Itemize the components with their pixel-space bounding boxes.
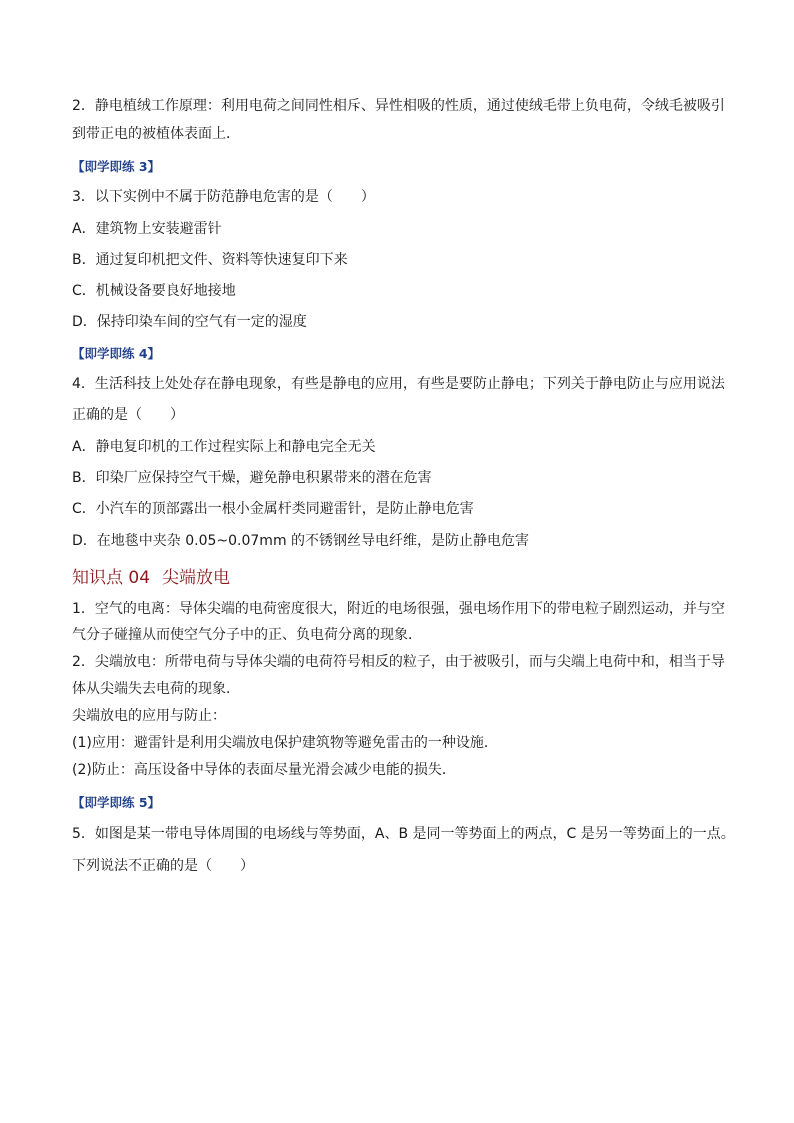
knowledge-app-2: (2)防止：高压设备中导体的表面尽量光滑会减少电能的损失． xyxy=(72,762,456,778)
exercise-3-option-b: B．通过复印机把文件、资料等快速复印下来 xyxy=(72,252,348,268)
knowledge-app-1: (1)应用：避雷针是利用尖端放电保护建筑物等避免雷击的一种设施． xyxy=(72,735,498,751)
knowledge-point-number: 知识点 04 xyxy=(72,568,151,588)
knowledge-p1-line-2: 气分子碰撞从而使空气分子中的正、负电荷分离的现象． xyxy=(72,627,422,643)
exercise-5-question-line-2: 下列说法不正确的是（ ） xyxy=(72,858,254,874)
intro-line-2: 到带正电的被植体表面上． xyxy=(72,126,240,142)
exercise-4-question-line-2: 正确的是（ ） xyxy=(72,407,184,423)
exercise-4-option-d: D．在地毯中夹杂 0.05~0.07mm 的不锈钢丝导电纤维，是防止静电危害 xyxy=(72,533,530,549)
knowledge-point-title: 尖端放电 xyxy=(162,568,231,588)
exercise-4-option-c: C．小汽车的顶部露出一根小金属杆类同避雷针，是防止静电危害 xyxy=(72,501,474,517)
exercise-4-tag: 【即学即练 4】 xyxy=(72,346,161,361)
knowledge-p2-line-1: 2．尖端放电：所带电荷与导体尖端的电荷符号相反的粒子，由于被吸引，而与尖端上电荷中和，相当于导 xyxy=(72,654,725,670)
knowledge-p1-line-1: 1．空气的电离：导体尖端的电荷密度很大，附近的电场很强，强电场作用下的带电粒子剧烈运动，并与空 xyxy=(72,601,725,617)
exercise-3-option-c: C．机械设备要良好地接地 xyxy=(72,283,236,299)
exercise-5-question-line-1: 5．如图是某一带电导体周围的电场线与等势面，A、B 是同一等势面上的两点，C 是另一等势面上的一点。 xyxy=(72,826,735,842)
exercise-3-option-a: A．建筑物上安装避雷针 xyxy=(72,221,222,237)
exercise-3-tag: 【即学即练 3】 xyxy=(72,159,161,174)
knowledge-p2-line-2: 体从尖端失去电荷的现象． xyxy=(72,681,240,697)
exercise-3-option-d: D．保持印染车间的空气有一定的湿度 xyxy=(72,314,307,330)
exercise-4-question-line-1: 4．生活科技上处处存在静电现象，有些是静电的应用，有些是要防止静电；下列关于静电防止与应用说法 xyxy=(72,376,725,392)
exercise-4-option-b: B．印染厂应保持空气干燥，避免静电积累带来的潜在危害 xyxy=(72,470,432,486)
exercise-3-question: 3．以下实例中不属于防范静电危害的是（ ） xyxy=(72,189,375,205)
knowledge-app-title: 尖端放电的应用与防止： xyxy=(72,708,226,724)
exercise-4-option-a: A．静电复印机的工作过程实际上和静电完全无关 xyxy=(72,439,376,455)
exercise-5-tag: 【即学即练 5】 xyxy=(72,795,161,810)
intro-line-1: 2．静电植绒工作原理：利用电荷之间同性相斥、异性相吸的性质，通过使绒毛带上负电荷，令绒毛被吸引 xyxy=(72,98,725,114)
knowledge-point-heading xyxy=(72,567,230,589)
